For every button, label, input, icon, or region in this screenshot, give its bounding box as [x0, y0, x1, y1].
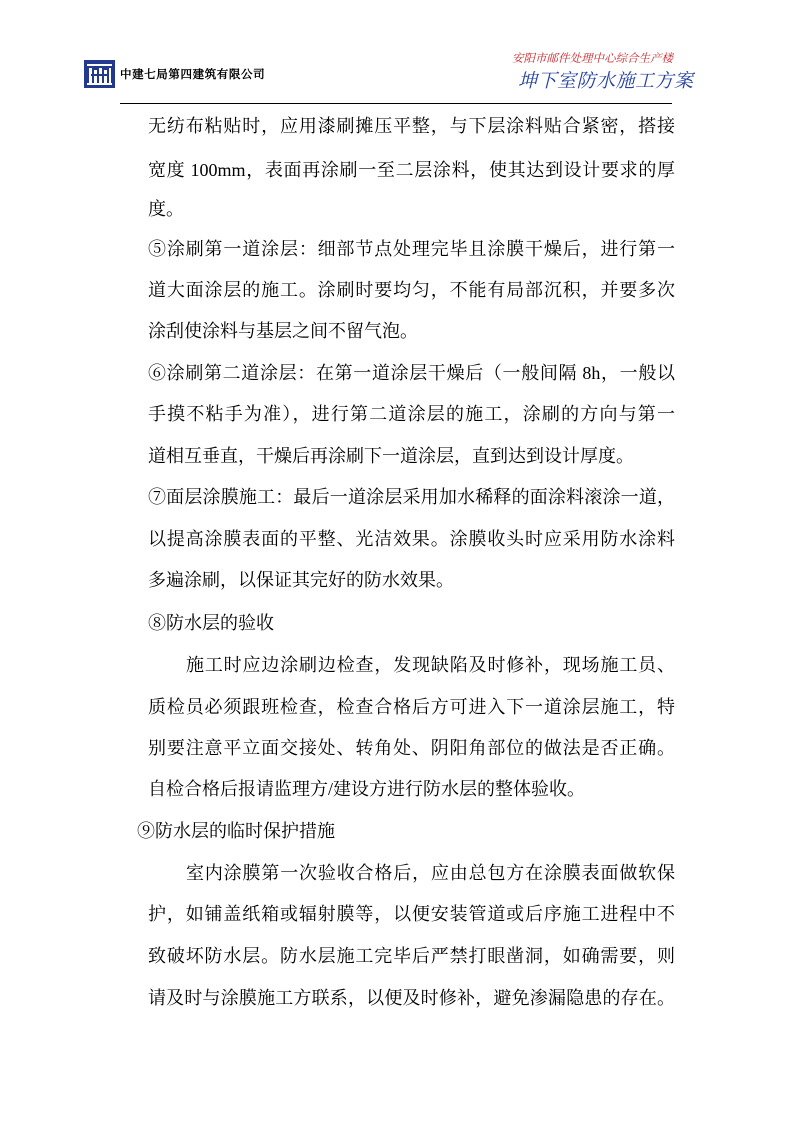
body-line: 多遍涂刷，以保证其完好的防水效果。 [148, 570, 454, 590]
body-line: 致破坏防水层。防水层施工完毕后严禁打眼凿洞，如确需要，则 [148, 946, 675, 966]
project-name: 安阳市邮件处理中心综合生产楼 [512, 53, 673, 65]
body-line: 质检员必须跟班检查，检查合格后方可进入下一道涂层施工，特 [148, 697, 675, 717]
body-line: 道相互垂直，干燥后再涂刷下一道涂层，直到达到设计厚度。 [148, 446, 634, 466]
header-divider [120, 103, 672, 104]
body-line: 请及时与涂膜施工方联系，以便及时修补，避免渗漏隐患的存在。 [148, 988, 675, 1008]
body-line: 宽度 100mm，表面再涂刷一至二层涂料，使其达到设计要求的厚 [148, 160, 675, 180]
section-heading: ⑨防水层的临时保护措施 [137, 821, 335, 841]
body-line: 度。 [148, 199, 184, 219]
company-logo-icon [84, 60, 115, 88]
body-line: 施工时应边涂刷边检查，发现缺陷及时修补，现场施工员、 [186, 655, 675, 675]
section-heading: ⑧防水层的验收 [148, 613, 274, 633]
body-line: 室内涂膜第一次验收合格后，应由总包方在涂膜表面做软保 [186, 863, 675, 883]
body-line: 自检合格后报请监理方/建设方进行防水层的整体验收。 [148, 779, 585, 799]
body-line: ⑤涂刷第一道涂层：细部节点处理完毕且涂膜干燥后，进行第一 [148, 239, 675, 259]
body-line: 手摸不粘手为准），进行第二道涂层的施工，涂刷的方向与第一 [148, 404, 675, 424]
body-line: ⑥涂刷第二道涂层：在第一道涂层干燥后（一般间隔 8h，一般以 [148, 363, 675, 383]
document-title: 坤下室防水施工方案 [518, 71, 694, 92]
body-line: 以提高涂膜表面的平整、光洁效果。涂膜收头时应采用防水涂料 [148, 529, 675, 549]
company-name: 中建七局第四建筑有限公司 [120, 67, 266, 81]
body-line: 道大面涂层的施工。涂刷时要均匀，不能有局部沉积，并要多次 [148, 280, 675, 300]
body-line: 无纺布粘贴时，应用漆刷摊压平整，与下层涂料贴合紧密，搭接 [148, 116, 675, 136]
body-line: 别要注意平立面交接处、转角处、阴阳角部位的做法是否正确。 [148, 738, 675, 758]
body-line: ⑦面层涂膜施工：最后一道涂层采用加水稀释的面涂料滚涂一道， [148, 487, 675, 507]
body-line: 涂刮使涂料与基层之间不留气泡。 [148, 321, 418, 341]
body-line: 护，如铺盖纸箱或辐射膜等，以便安装管道或后序施工进程中不 [148, 904, 675, 924]
